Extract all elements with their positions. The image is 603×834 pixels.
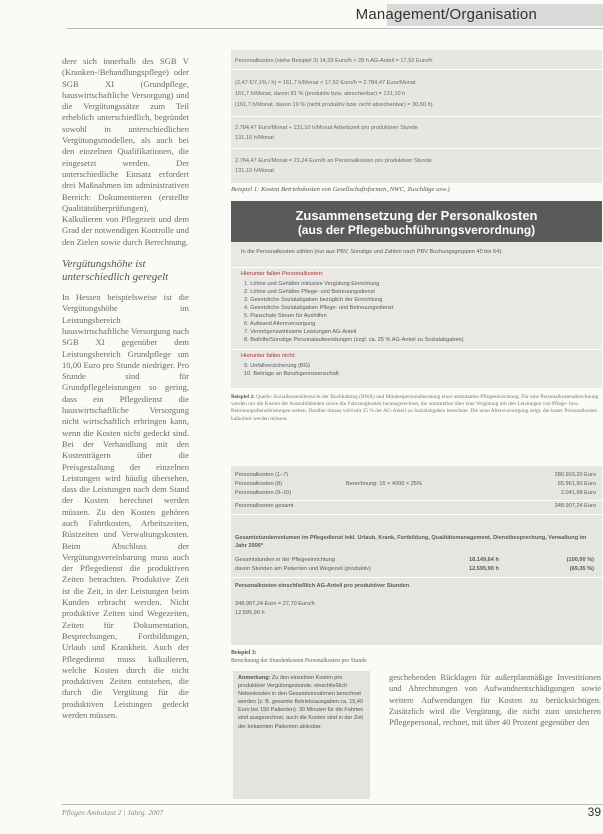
footer-divider	[62, 804, 603, 805]
row-value: 280.903,20 Euro	[554, 472, 596, 478]
paragraph: In Hessen beispielsweise ist die Vergütungshöhe im Leistungsbereich hauswirtschaftliche Versorgung nach SGB XI gegenüber dem Leistungsbereich Grundpflege um 10,00 Euro pro Stunde niedriger. Pro Stunde sind für Grundpflegeleistungen so gering, dass ein Pflegedienst die hauswirtschaftliche Versorgung nicht wirtschaftlich erbringen kann, wenn die Kosten nicht gedeckt sind. Bei der Verhandlung mit den Kostenträgern über die Preisgestaltung der einzelnen Leistungen wird häufig übersehen, dass die Leistungen nach dem Stand der Kosten berechnet werden müssen. Zu den Kosten gehören auch Fahrtkosten, Arbeitszeiten, Rüstzeiten und Verwaltungskosten. Beim Abschluss der Vergütungsvereinbarung muss auch der Pflegedienst die produktiven Zeiten betrachten. Produktive Zeit ist die Zeit, in der Leistungen beim Kunden erbracht werden. Nicht produktive Zeiten sind Wegezeiten, Zeiten für Dokumentation, Besprechungen, Fortbildungen, Urlaub und Krankheit. Auch der Pflegedienst muss kalkulieren, welche Kosten durch die nicht produktiven Zeiten entstehen, die durch die Vergütung für die produktiven Leistungen gedeckt werden müssen.	[62, 292, 189, 721]
row-percent: (100,00 %)	[566, 557, 594, 563]
subheading: Vergütungshöhe ist unterschiedlich geregelt	[62, 258, 169, 284]
row-label: Personalkosten (8)	[235, 481, 282, 487]
row-label: Gesamtstunden in der Pflegeeinrichtung	[235, 557, 335, 563]
box-line: (2,47 €/7,1% / h) = 161,7 h/Monat × 17,52 Euro/h = 2.784,47 Euro/Monat	[235, 80, 416, 86]
caption-example-3	[231, 649, 367, 665]
divider	[231, 577, 602, 578]
row-value: 2.041,98 Euro	[560, 490, 596, 496]
list-item: 7. Vermögenswirksame Leistungen AG-Anteil	[244, 329, 357, 335]
list-item: 8. Beihilfe/Sonstige Personalaufwendungen (zzgl. ca. 25 % AG-Anteil zu Sozialabgaben)	[244, 337, 464, 343]
list-item: 2. Löhne und Gehälter Pflege- und Betreuungsdienst	[244, 289, 375, 295]
caption-label: Beispiel 2:	[231, 394, 255, 400]
left-text-column	[62, 56, 189, 721]
divider	[231, 500, 602, 501]
box-header	[231, 201, 602, 242]
caption-text: Quelle: Sozialkostenübersicht der Buchhaltung (BWA) und Mindestpersonalberatung einer ambulanten Pflegeeinrichtung. Für eine Personalkostenabrechnung werden nur die Kosten der Auszubildenden sowie die Fahrzeugkosten herausgerechnet, die unmittelbar über eine Vergütung mit den Leistungen von Pflege- bzw. Betreuungsdienstleistungen stehen. Darüber hinaus wird mit 25 % der AG-Anteil zu Sozialabgaben berechnet. Die neue Altersvorsorgung zeigt, die lauter Personalkosten kalkuliert werden müssen.	[231, 394, 599, 422]
row-value: 12.595,90 h	[469, 566, 499, 572]
note-label: Anmerkung:	[238, 675, 271, 681]
section-label: Hierunter fallen nicht:	[241, 353, 296, 359]
divider	[231, 514, 602, 515]
row-calc: Berechnung: 16 × 4000 × 25%	[346, 481, 422, 487]
divider	[231, 116, 602, 117]
note-text: Zu den einzelnen Kosten pro produktiver Vergütungsstunde, einschließlich Nebenkosten in den Gesamteinnahmen berechnet werden (z. B. gesamte Betriebsausgaben ca. 15,40 Euro bei 150 Patienten). 30 Minuten für die Fahrten sind ausgerechnet, auch die Kosten sind in der Zeit der bekannten Patienten ablesbar.	[238, 675, 364, 730]
list-item: 4. Gesetzliche Sozialabgaben Pflege- und Betreuungsdienst	[244, 305, 394, 311]
list-item: 3. Gesetzliche Sozialabgaben bezüglich der Einrichtung	[244, 297, 383, 303]
section-label: Hierunter fallen Personalkosten:	[241, 271, 324, 277]
caption-example-2	[231, 394, 602, 423]
list-item: 5. Pauschale Steuer für Aushilfen	[244, 313, 327, 319]
row-label: davon Stunden am Patienten und Wegezeit (produktiv)	[235, 566, 371, 572]
list-item: 6. Aufwand Altersversorgung	[244, 321, 316, 327]
row-value: 18.149,64 h	[469, 557, 499, 563]
box-line: 131,10 h/Monat	[235, 135, 274, 141]
box-title: Zusammensetzung der Personalkosten	[295, 208, 538, 223]
divider	[231, 148, 602, 149]
formula-denominator: 12.595,90 h	[235, 610, 265, 616]
box-line: (161,7 h/Monat, davon 19 % (nicht produktiv bzw. nicht abrechenbar) = 30,60 h)	[235, 102, 433, 108]
box-line: 161,7 h/Monat, davon 81 % (produktiv bzw. abrechenbar) = 131,10 h	[235, 91, 406, 97]
box-subtitle: (aus der Pflegebuchführungsverordnung)	[297, 223, 536, 237]
paragraph: dere sich innerhalb des SGB V (Kranken-/Behandlungspflege) oder SGB XI (Grundpflege, hauswirtschaftliche Versorgung) und die Vergütungssätze zum Teil erheblich unterschiedlich, begründet sowohl in unterschiedlichen Vergütungsmodellen, als auch bei den einzelnen Qualifikationen, die eingesetzt werden. Der unterschiedliche Einsatz erfordert drei Maßnahmen im administrativen Bereich: Dokumentieren (erstellte Qualitätsüberprüfungen), Kalkulieren von Pflegezeit und dem Grad der notwendigen Kontrolle und den Zielen sowie durch Berechnung.	[62, 56, 189, 247]
row-value: 65.961,90 Euro	[557, 481, 596, 487]
right-text-column: geschehenden Rücklagen für außerplanmäßige Investitionen und Abrechnungen von Aufwandsentschädigungen sowie weitere Aufwendungen für Kosten zu berücksichtigen. Zusätzlich wird die Vergütung, die nicht zum unsicheren Pflegepersonal, rechnet, mit über 40 Prozent gegenüber den	[389, 673, 601, 728]
divider	[231, 69, 602, 70]
box-line: Personalkosten (siehe Beispiel 3) 14,39 Euro/h × 28 h AG-Anteil = 17,52 Euro/h	[235, 58, 433, 64]
example-box-1	[231, 50, 602, 183]
box-line: 2.784,47 Euro/Monat ÷ 131,10 h/Monat Arbeitszeit pro produktiver Stunde	[235, 125, 418, 131]
divider	[231, 349, 602, 350]
box-intro: In die Personalkosten zählen (nur aus PBV, Sonstige und Zahlen nach PBV Buchungsgruppen 40 bis 64):	[241, 249, 503, 255]
row-label: Personalkosten (1–7)	[235, 472, 289, 478]
formula-heading: Personalkosten einschließlich AG-Anteil pro produktiver Stunden	[235, 583, 410, 589]
row-label: Personalkosten gesamt	[235, 503, 294, 509]
list-item: 9. Unfallversicherung (BG)	[244, 363, 310, 369]
box-line: 131,10 h/Monat	[235, 168, 274, 174]
page-header	[0, 0, 603, 28]
calculation-box	[231, 466, 602, 645]
divider	[231, 267, 602, 268]
page-number: 39	[587, 805, 601, 819]
caption-example-1: Beispiel 1: Kosten Betriebskosten von Gesellschaftsformen, NWC, Zuschläge usw.)	[231, 186, 450, 193]
note-box	[233, 671, 370, 799]
caption-text: Berechnung der Stundenkosten Personalkosten pro Stunde	[231, 658, 367, 664]
formula: 348.907,24 Euro = 27,70 Euro/h	[235, 601, 315, 607]
hours-description: Gesamtstundenvolumen im Pflegedienst inkl. Urlaub, Krank, Fortbildung, Qualitätsmanagement, Dienstbesprechung, Verwaltung im Jahr 2006*	[235, 535, 587, 549]
box-line: 2.784,47 Euro/Monat = 21,24 Euro/h an Personalkosten pro produktiver Stunde	[235, 158, 432, 164]
list-item: 10. Beiträge an Berufsgenossenschaft	[244, 371, 339, 377]
footer-publication: Pflegen Ambulant 2 | Jahrg. 2007	[62, 808, 164, 817]
row-label: Personalkosten (9–10)	[235, 490, 292, 496]
header-divider	[67, 28, 603, 29]
personnel-costs-box	[231, 201, 602, 388]
caption-label: Beispiel 3:	[231, 650, 257, 656]
list-item: 1. Löhne und Gehälter inklusive Vergütung Einrichtung	[244, 281, 380, 287]
section-title: Management/Organisation	[355, 6, 537, 23]
row-value: 348.907,24 Euro	[554, 503, 596, 509]
row-percent: (69,35 %)	[569, 566, 594, 572]
